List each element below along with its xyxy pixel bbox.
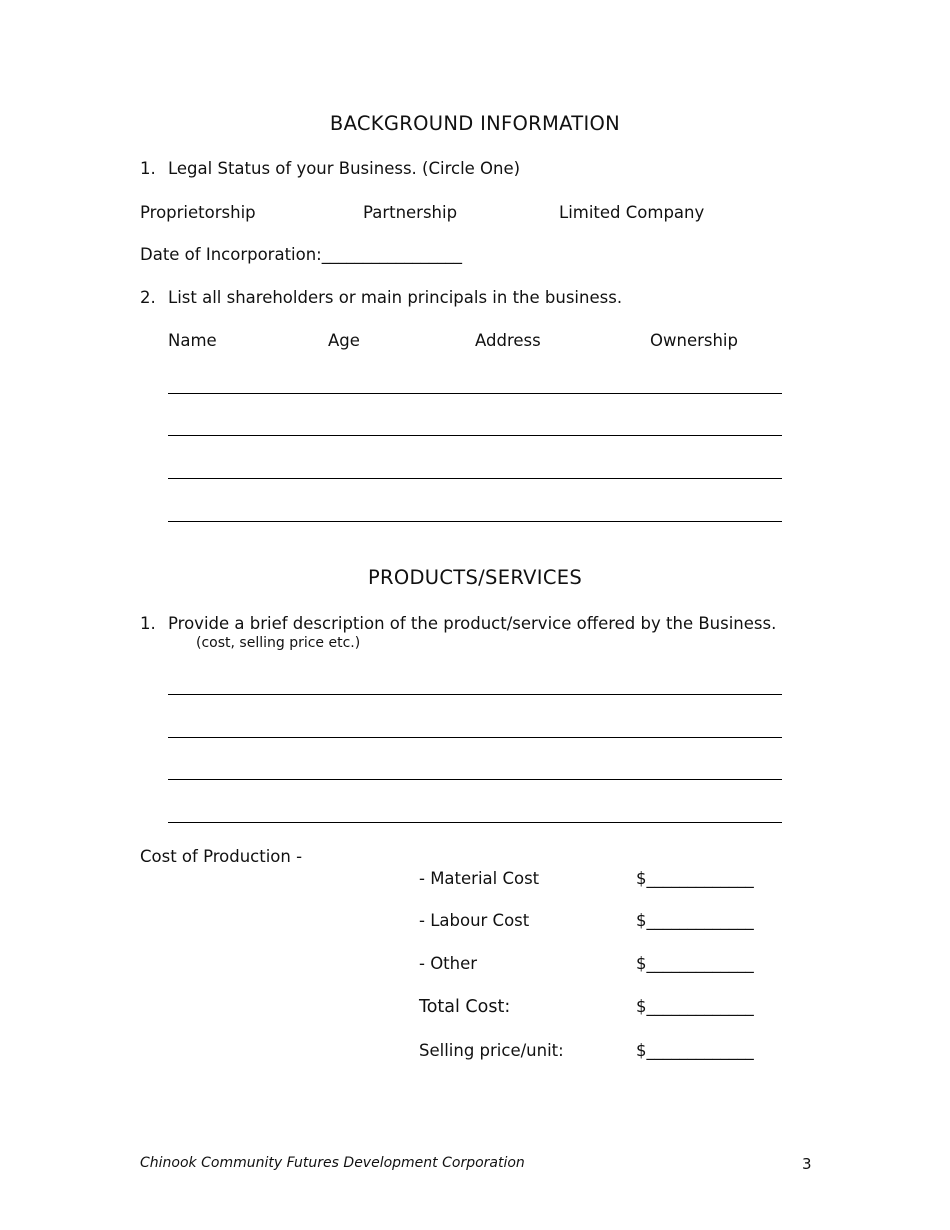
question-number: 1. bbox=[140, 614, 156, 633]
question-number: 1. bbox=[140, 159, 156, 178]
option-proprietorship[interactable]: Proprietorship bbox=[140, 203, 256, 222]
material-cost-field[interactable]: $_____________ bbox=[636, 869, 754, 888]
question-shareholders: List all shareholders or main principals in the business. bbox=[168, 288, 623, 307]
question-number: 2. bbox=[140, 288, 156, 307]
column-header-name: Name bbox=[168, 331, 217, 350]
shareholder-line[interactable] bbox=[168, 478, 782, 479]
option-limited-company[interactable]: Limited Company bbox=[559, 203, 705, 222]
option-partnership[interactable]: Partnership bbox=[363, 203, 458, 222]
section-title-background: BACKGROUND INFORMATION bbox=[329, 112, 621, 135]
date-blank[interactable]: _________________ bbox=[321, 245, 462, 264]
column-header-age: Age bbox=[328, 331, 360, 350]
total-cost-field[interactable]: $_____________ bbox=[636, 997, 754, 1016]
page-number: 3 bbox=[802, 1155, 812, 1173]
material-cost-label: - Material Cost bbox=[419, 869, 540, 888]
other-cost-field[interactable]: $_____________ bbox=[636, 954, 754, 973]
question-legal-status: Legal Status of your Business. (Circle One) bbox=[168, 159, 521, 178]
question-product-description: Provide a brief description of the product/service offered by the Business. bbox=[168, 614, 777, 633]
section-title-products: PRODUCTS/SERVICES bbox=[367, 566, 583, 589]
cost-of-production-label: Cost of Production - bbox=[140, 847, 303, 866]
labour-cost-field[interactable]: $_____________ bbox=[636, 911, 754, 930]
shareholder-line[interactable] bbox=[168, 393, 782, 394]
column-header-address: Address bbox=[475, 331, 541, 350]
labour-cost-label: - Labour Cost bbox=[419, 911, 530, 930]
total-cost-label: Total Cost: bbox=[419, 997, 511, 1017]
selling-price-field[interactable]: $_____________ bbox=[636, 1041, 754, 1060]
column-header-ownership: Ownership bbox=[650, 331, 738, 350]
question-subtext: (cost, selling price etc.) bbox=[196, 635, 361, 651]
description-line[interactable] bbox=[168, 822, 782, 823]
date-label: Date of Incorporation: bbox=[140, 245, 322, 264]
selling-price-label: Selling price/unit: bbox=[419, 1041, 564, 1060]
description-line[interactable] bbox=[168, 694, 782, 695]
footer-organization: Chinook Community Futures Development Corporation bbox=[140, 1155, 525, 1171]
date-of-incorporation bbox=[140, 245, 462, 264]
other-cost-label: - Other bbox=[419, 954, 478, 973]
description-line[interactable] bbox=[168, 779, 782, 780]
shareholder-line[interactable] bbox=[168, 435, 782, 436]
description-line[interactable] bbox=[168, 737, 782, 738]
shareholder-line[interactable] bbox=[168, 521, 782, 522]
